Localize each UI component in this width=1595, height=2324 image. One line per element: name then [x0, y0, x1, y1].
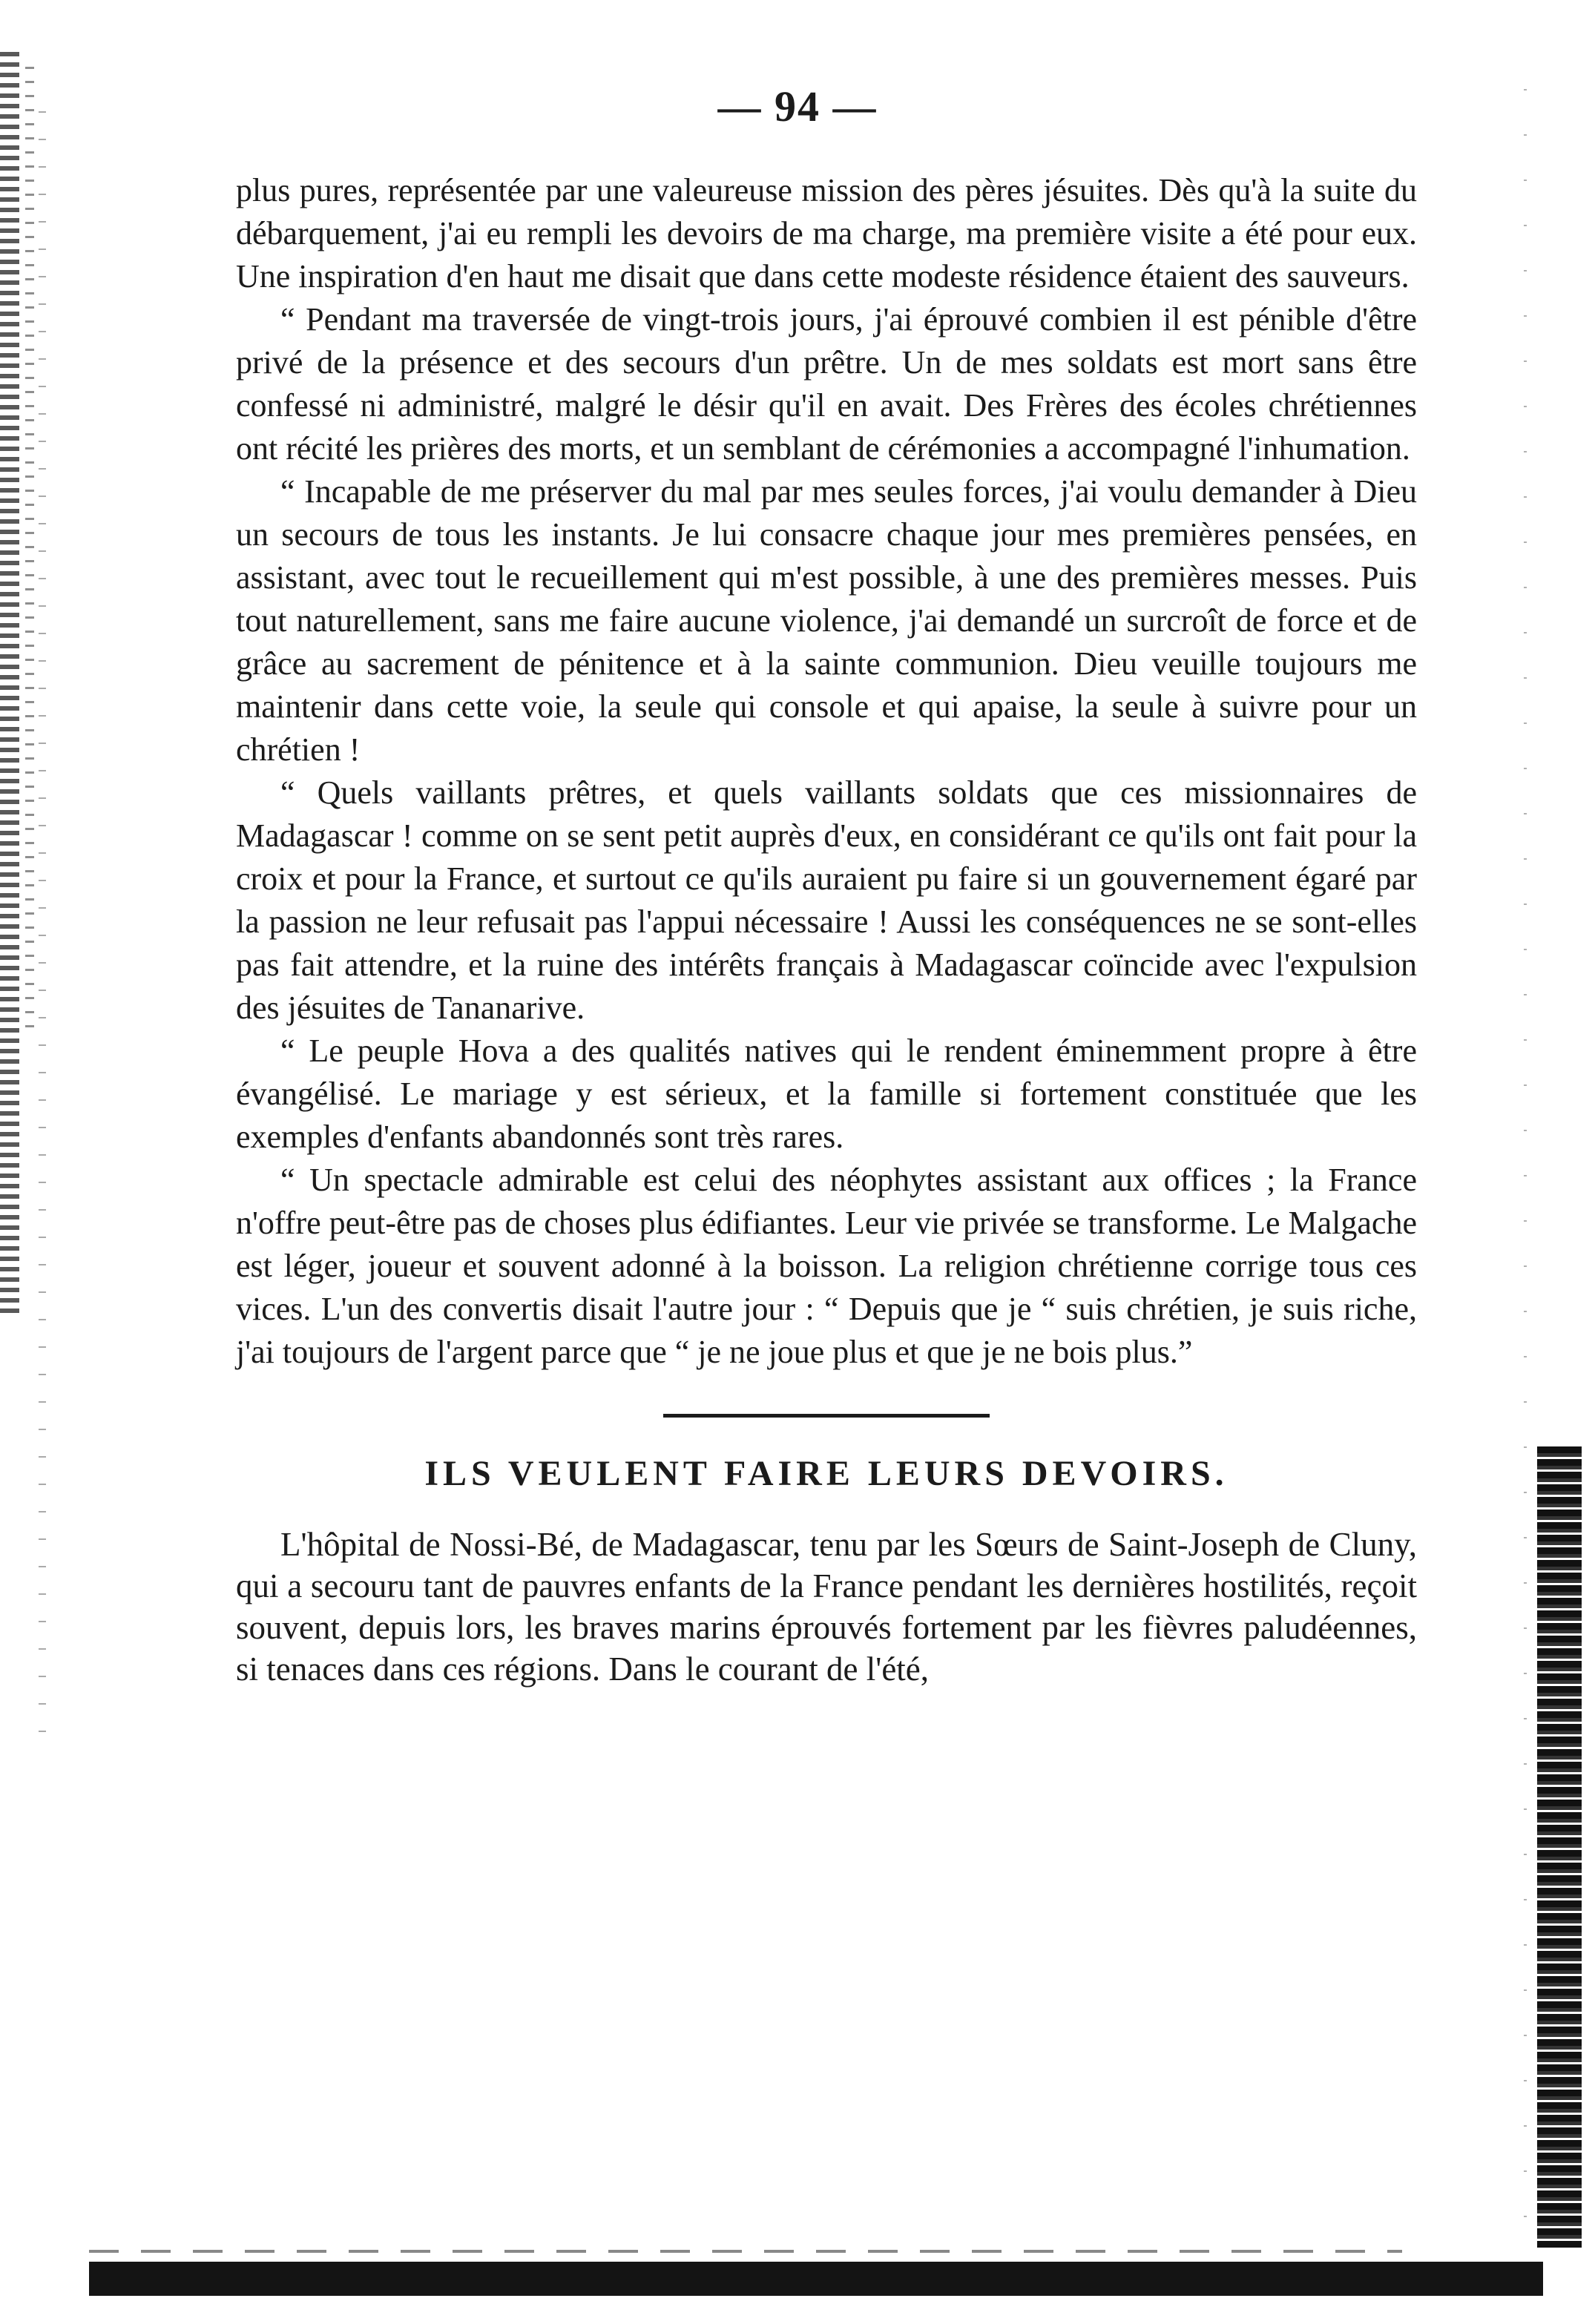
- scan-edge-artifact-left: [0, 52, 19, 1313]
- scan-edge-artifact-left-dots: [39, 111, 46, 1743]
- section-paragraph: L'hôpital de Nossi-Bé, de Madagascar, tenu par les Sœurs de Saint-Joseph de Cluny, qui a secouru tant de pauvres enfants de la France pendant les dernières hostilités, reçoit souvent, depuis lors, les braves marins éprouvés fortement par les fièvres paludéennes, si tenaces dans ces régions. Dans le courant de l'été,: [236, 1526, 1417, 1688]
- section-separator-rule: [663, 1414, 990, 1418]
- section-body: [236, 1524, 1417, 1690]
- page-number: — 94 —: [717, 82, 878, 131]
- text-column: [236, 169, 1417, 1690]
- paragraph-5: “ Le peuple Hova a des qualités natives qui le rendent éminemment propre à être évangélisé. Le mariage y est sérieux, et la famille si fortement constituée que les exemples d'enfants abandonnés sont très rares.: [236, 1033, 1417, 1155]
- scan-bottom-dashes: [89, 2250, 1402, 2253]
- paragraph-3: “ Incapable de me préserver du mal par mes seules forces, j'ai voulu demander à Dieu un secours de tous les instants. Je lui consacre chaque jour mes premières pensées, en assistant, avec tout le recueillement qui m'est possible, à une des premières messes. Puis tout naturellement, sans me faire aucune violence, j'ai demandé un surcroît de force et de grâce au sacrement de pénitence et à la sainte communion. Dieu veuille toujours me maintenir dans cette voie, la seule qui console et qui apaise, la seule à suivre pour un chrétien !: [236, 473, 1417, 768]
- paragraph-6: “ Un spectacle admirable est celui des néophytes assistant aux offices ; la France n'offre peut-être pas de choses plus édifiantes. Leur vie privée se transforme. Le Malgache est léger, joueur et souvent adonné à la boisson. La religion chrétienne corrige tous ces vices. L'un des convertis disait l'autre jour : “ Depuis que je “ suis chrétien, je suis riche, j'ai toujours de l'argent parce que “ je ne joue plus et que je ne bois plus.”: [236, 1162, 1417, 1370]
- paragraph-1: plus pures, représentée par une valeureuse mission des pères jésuites. Dès qu'à la suite du débarquement, j'ai eu rempli les devoirs de ma charge, ma première visite a été pour eux. Une inspiration d'en haut me disait que dans cette modeste résidence étaient des sauveurs.: [236, 172, 1417, 294]
- paragraph-4: “ Quels vaillants prêtres, et quels vaillants soldats que ces missionnaires de Madagascar ! comme on se sent petit auprès d'eux, en considérant ce qu'ils ont fait pour la croix et pour la France, et surtout ce qu'ils auraient pu faire si un gouvernement égaré par la passion ne leur refusait pas l'appui nécessaire ! Aussi les conséquences ne se sont-elles pas fait attendre, et la ruine des intérêts français à Madagascar coïncide avec l'expulsion des jésuites de Tananarive.: [236, 774, 1417, 1026]
- scan-edge-artifact-right-thin: [1524, 89, 1527, 2240]
- section-heading: ILS VEULENT FAIRE LEURS DEVOIRS.: [424, 1454, 1229, 1493]
- scan-bottom-bar: [89, 2262, 1543, 2296]
- scan-edge-artifact-right: [1537, 1446, 1582, 2248]
- paragraph-2: “ Pendant ma traversée de vingt-trois jours, j'ai éprouvé combien il est pénible d'être privé de la présence et des secours d'un prêtre. Un de mes soldats est mort sans être confessé ni administré, malgré le désir qu'il en avait. Des Frères des écoles chrétiennes ont récité les prières des morts, et un semblant de cérémonies a accompagné l'inhumation.: [236, 301, 1417, 467]
- scan-edge-artifact-left-inner: [25, 67, 34, 1031]
